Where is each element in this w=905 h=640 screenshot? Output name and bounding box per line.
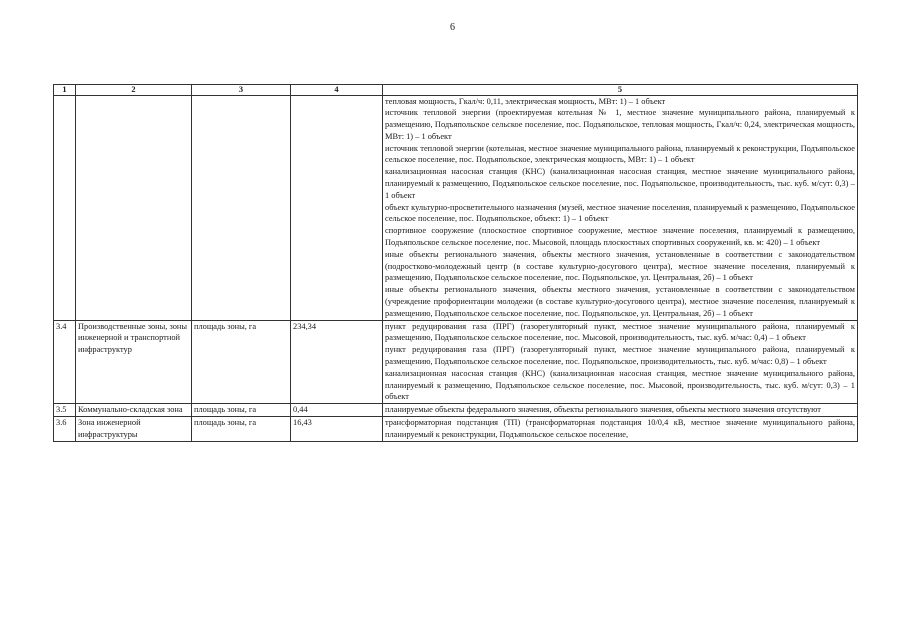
object-entry: спортивное сооружение (плоскостное спортивное сооружение, местное значение поселения, планируемый к размещению, Подъяпольское сельское поселение, пос. Мысовой, площадь плоскостных спортивных сооружений, кв. м: 420) – 1 объект xyxy=(385,226,855,248)
objects-cell xyxy=(383,417,858,442)
table-row xyxy=(54,417,858,442)
object-entry: планируемые объекты федерального значения, объекты регионального значения, объекты местного значения отсутствуют xyxy=(385,405,821,415)
object-entry: иные объекты регионального значения, объекты местного значения, установленные в соответствии с законодательством (подростково-молодежный центр (в составе культурно-досугового центра), местное значение поселения, планируемый к размещению, Подъяпольское сельское поселение, пос. Подъяпольское, ул. Центральная, 2б) – 1 объект xyxy=(385,249,855,283)
zone-name-cell: Коммунально-складская зона xyxy=(76,404,192,417)
header-cell-3: 3 xyxy=(192,85,291,96)
objects-cell xyxy=(383,320,858,404)
object-entry: пункт редуцирования газа (ПРГ) (газорегуляторный пункт, местное значение муниципального района, планируемый к размещению, Подъяпольское сельское поселение, пос. Мысовой, производительность, тыс. куб. м/час: 0,4) – 1 объект xyxy=(385,321,855,343)
table-row xyxy=(54,95,858,320)
parameter-cell: площадь зоны, га xyxy=(192,320,291,404)
zone-name-cell xyxy=(76,95,192,320)
zone-name-cell: Зона инженерной инфраструктуры xyxy=(76,417,192,442)
value-cell: 234,34 xyxy=(291,320,383,404)
header-cell-2: 2 xyxy=(76,85,192,96)
objects-cell xyxy=(383,404,858,417)
parameter-cell xyxy=(192,95,291,320)
object-entry: источник тепловой энергии (проектируемая котельная № 1, местное значение муниципального района, планируемый к размещению, Подъяпольское сельское поселение, пос. Подъяпольское, тепловая мощность, Гкал/ч: 0,24, электрическая мощность, МВт: 1) – 1 объект xyxy=(385,108,855,141)
page-number: 6 xyxy=(450,22,455,33)
object-entry: трансформаторная подстанция (ТП) (трансформаторная подстанция 10/0,4 кВ, местное значение муниципального района, планируемый к реконструкции, Подъяпольское сельское поселение, xyxy=(385,418,855,439)
objects-cell xyxy=(383,95,858,320)
row-number-cell: 3.5 xyxy=(54,404,76,417)
zone-name-cell: Производственные зоны, зоны инженерной и транспортной инфраструктур xyxy=(76,320,192,404)
parameter-cell: площадь зоны, га xyxy=(192,404,291,417)
object-entry: пункт редуцирования газа (ПРГ) (газорегуляторный пункт, местное значение муниципального района, планируемый к размещению, Подъяпольское сельское поселение, пос. Подъяпольское, производительность, тыс. куб. м/час: 0,8) – 1 объект xyxy=(385,345,855,367)
document-table xyxy=(53,84,858,442)
value-cell: 16,43 xyxy=(291,417,383,442)
header-cell-4: 4 xyxy=(291,85,383,96)
object-entry: тепловая мощность, Гкал/ч: 0,11, электрическая мощность, МВт: 1) – 1 объект xyxy=(385,96,666,106)
row-number-cell xyxy=(54,95,76,320)
value-cell: 0,44 xyxy=(291,404,383,417)
object-entry: объект культурно-просветительного назначения (музей, местное значение поселения, планируемый к размещению, Подъяпольское сельское поселение, пос. Подъяпольское, объект: 1) – 1 объект xyxy=(385,202,855,224)
parameter-cell: площадь зоны, га xyxy=(192,417,291,442)
table-row xyxy=(54,320,858,404)
object-entry: канализационная насосная станция (КНС) (канализационная насосная станция, местное значение муниципального района, планируемый к размещению, Подъяпольское сельское поселение, пос. Подъяпольское, производительность, тыс. куб. м/сут: 0,3) – 1 объект xyxy=(385,167,855,200)
object-entry: иные объекты регионального значения, объекты местного значения, установленные в соответствии с законодательством (учреждение профориентации молодежи (в составе культурно-досугового центра), местное значение поселения, планируемый к размещению, Подъяпольское сельское поселение, пос. Подъяпольское, ул. Центральная, 2б) – 1 объект xyxy=(385,285,855,318)
table-row xyxy=(54,404,858,417)
table-header-row xyxy=(54,85,858,96)
row-number-cell: 3.6 xyxy=(54,417,76,442)
header-cell-1: 1 xyxy=(54,85,76,96)
value-cell xyxy=(291,95,383,320)
object-entry: канализационная насосная станция (КНС) (канализационная насосная станция, местное значение муниципального района, планируемый к размещению, Подъяпольское сельское поселение, пос. Мысовой, производительность, тыс. куб. м/сут: 0,3) – 1 объект xyxy=(385,368,855,402)
row-number-cell: 3.4 xyxy=(54,320,76,404)
object-entry: источник тепловой энергии (котельная, местное значение муниципального района, планируемый к реконструкции, Подъяпольское сельское поселение, пос. Подъяпольское, электрическая мощность, МВт: 1) – 1 объект xyxy=(385,143,855,165)
header-cell-5: 5 xyxy=(383,85,858,96)
